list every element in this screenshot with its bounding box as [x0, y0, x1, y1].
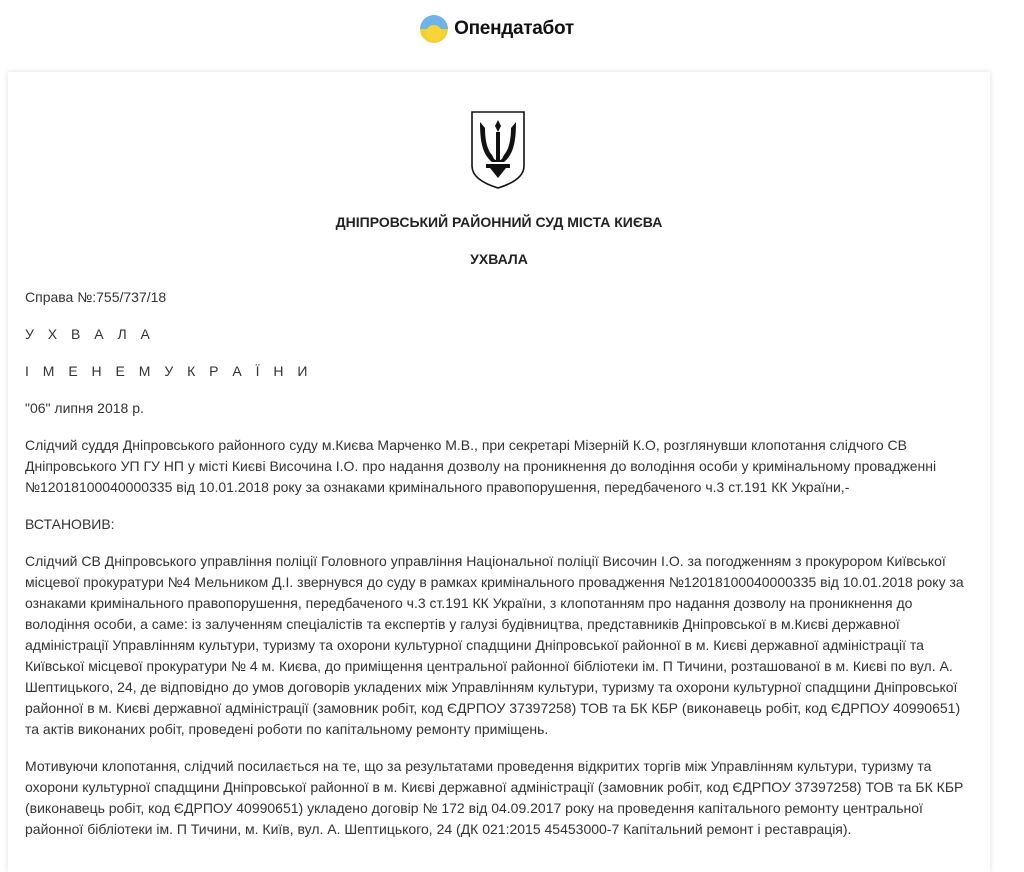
- paragraph-motivation: Мотивуючи клопотання, слідчий посилається на те, що за результатами проведення відкритих торгів між Управлінням культури, туризму та охорони культурної спадщини Дніпровської районної в м. Києві державної адміністрації (замовник робіт, код ЄДРПОУ 37397258) ТОВ та БК КБР (виконавець робіт, код ЄДРПОУ 40990651) укладено договір № 172 від 04.09.2017 року на проведення капітального ремонту центральної районної бібліотеки ім. П Тичини, м. Київ, вул. А. Шептицького, 24 (ДК 021:2015 45453000-7 Капітальний ремонт і реставрація).: [25, 758, 964, 837]
- opendatabot-logo-icon: [420, 15, 448, 43]
- established-heading: ВСТАНОВИВ:: [25, 516, 115, 532]
- document-body: [25, 287, 975, 856]
- document-sheet: [8, 72, 990, 872]
- document-type: УХВАЛА: [470, 251, 528, 267]
- document-date: "06" липня 2018 р.: [25, 400, 144, 416]
- paragraph-intro: Слідчий суддя Дніпровського районного суду м.Києва Марченко М.В., при секретарі Мізерній К.О, розглянувши клопотання слідчого СВ Дніпровського УП ГУ НП у місті Києві Височина І.О. про надання дозволу на проникнення до володіння особи у кримінальному провадженні №12018100040000335 від 10.01.2018 року за ознаками кримінального правопорушення, передбаченого ч.3 ст.191 КК України,-: [25, 437, 937, 495]
- ruling-title: У Х В А Л А: [25, 326, 155, 342]
- in-the-name-line: І М Е Н Е М У К Р А Ї Н И: [25, 363, 313, 379]
- case-number: Справа №:755/737/18: [25, 289, 167, 305]
- paragraph-request: Слідчий СВ Дніпровського управління поліції Головного управління Національної поліції Височин І.О. за погодженням з прокурором Київської місцевої прокуратури №4 Мельником Д.І. звернувся до суду в рамках кримінального провадження №12018100040000335 від 10.01.2018 року за ознаками кримінального правопорушення, передбаченого ч.3 ст.191 КК України, з клопотанням про надання дозволу на проникнення до володіння особи, а саме: із залученням спеціалістів та експертів у галузі будівництва, представників Дніпровської в м.Києві державної адміністрації Управлінням культури, туризму та охорони культурної спадщини Дніпровської районної в м. Києві державної адміністрації та Київської місцевої прокуратури № 4 м. Києва, до приміщення центральної районної бібліотеки ім. П Тичини, розташованої в м. Києві по вул. А. Шептицького, 24, де відповідно до умов договорів укладених між Управлінням культури, туризму та охорони культурної спадщини Дніпровської районної в м. Києві державної адміністрації (замовник робіт, код ЄДРПОУ 37397258) ТОВ та БК КБР (виконавець робіт, код ЄДРПОУ 40990651) та актів виконаних робіт, проведені роботи по капітальному ремонту приміщень.: [25, 553, 964, 737]
- trident-emblem-icon: [470, 110, 526, 190]
- top-bar: [0, 0, 1024, 58]
- brand-name: Опендатабот: [454, 18, 574, 39]
- court-name: ДНІПРОВСЬКИЙ РАЙОННИЙ СУД МІСТА КИЄВА: [335, 214, 663, 230]
- brand-logo-link[interactable]: [420, 15, 574, 43]
